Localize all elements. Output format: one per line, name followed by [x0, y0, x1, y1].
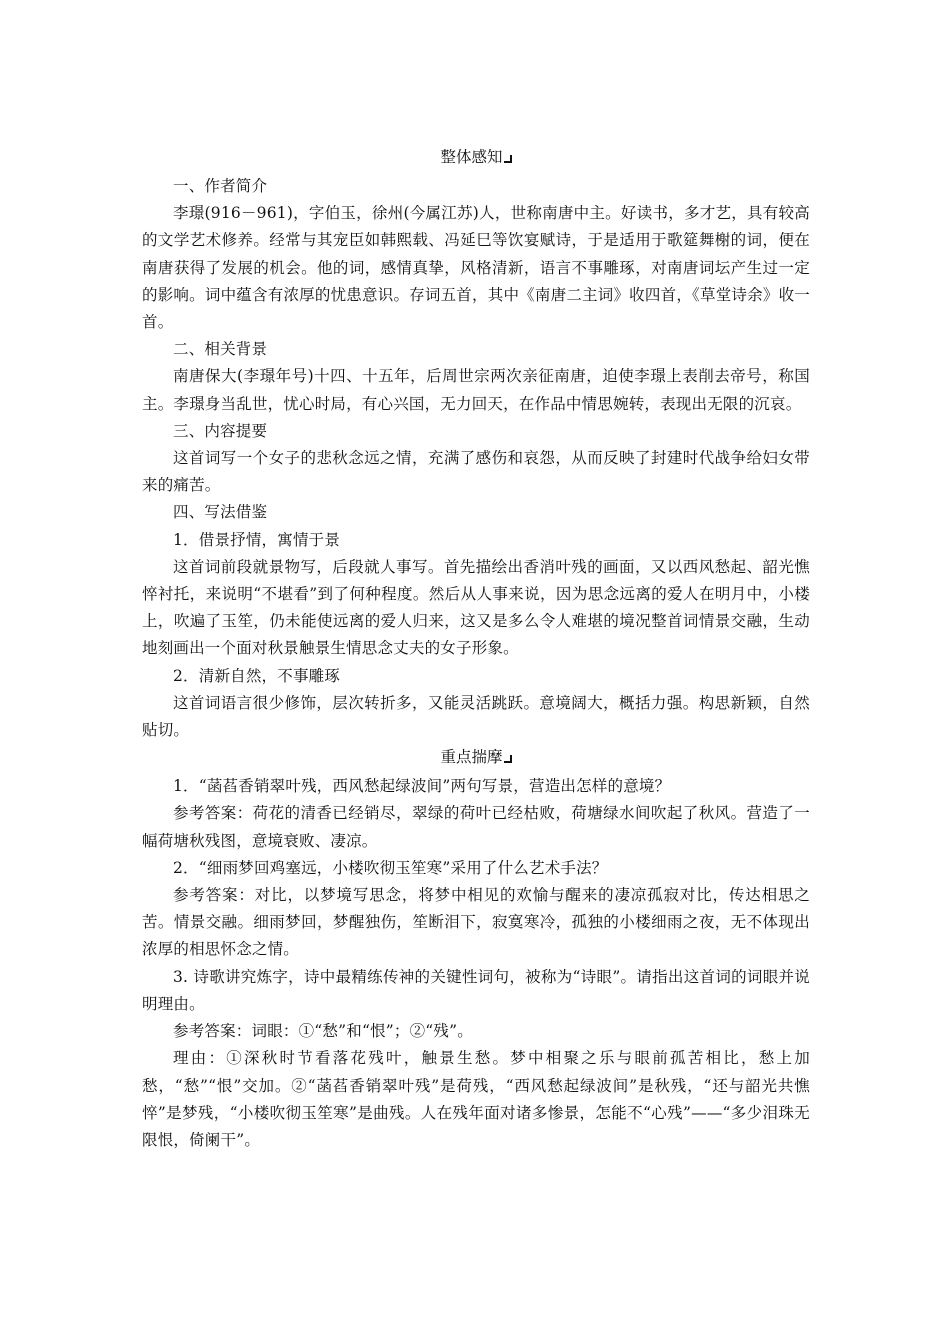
subheading-background: 二、相关背景 [173, 340, 268, 359]
paragraph-technique-1: 这首词前段就景物写，后段就人事写。首先描绘出香消叶残的画面，又以西风愁起、韶光憔悴衬托，来说明“不堪看”到了何种程度。然后从人事来说，因为思念远离的爱人在明月中，小楼上，吹遍了玉笙，仍未能使远离的爱人归来，这又是多么令人难堪的境况整首词情景交融，生动地刻画出一个面对秋景触景生情思念丈夫的女子形象。 [142, 557, 810, 658]
paragraph-summary: 这首词写一个女子的悲秋念远之情，充满了感伤和哀怨，从而反映了封建时代战争给妇女带来的痛苦。 [142, 449, 810, 495]
section-heading-overview [142, 146, 810, 168]
question-3: 3. 诗歌讲究炼字，诗中最精练传神的关键性词句，被称为“诗眼”。请指出这首词的词眼并说明理由。 [142, 967, 810, 1013]
subheading-author: 一、作者简介 [173, 177, 268, 195]
answer-3: 参考答案：词眼：①“愁”和“恨”；②“残”。 [173, 1022, 473, 1041]
focus-title: 重点揣摩 [440, 748, 503, 767]
return-mark-icon [504, 755, 512, 763]
document-page [142, 146, 810, 1154]
section-heading-focus [142, 746, 810, 768]
question-2: 2．“细雨梦回鸡塞远，小楼吹彻玉笙寒”采用了什么艺术手法？ [173, 858, 608, 877]
reason-3: 理由：①深秋时节看落花残叶，触景生愁。梦中相聚之乐与眼前孤苦相比，愁上加愁，“愁”“恨”交加。②“菡萏香销翠叶残”是荷残，“西风愁起绿波间”是秋残，“还与韶光共憔悴”是梦残，“小楼吹彻玉笙寒”是曲残。人在残年面对诸多惨景，怎能不“心残”——“多少泪珠无限恨，倚阑干”。 [142, 1049, 810, 1149]
overview-title: 整体感知 [440, 148, 503, 166]
paragraph-technique-2: 这首词语言很少修饰，层次转折多，又能灵活跳跃。意境阔大，概括力强。构思新颖，自然贴切。 [142, 693, 810, 740]
subheading-technique-1: 1．借景抒情，寓情于景 [173, 530, 341, 549]
subheading-summary: 三、内容提要 [173, 421, 268, 440]
return-mark-icon [504, 155, 512, 163]
answer-1: 参考答案：荷花的清香已经销尽，翠绿的荷叶已经枯败，荷塘绿水间吹起了秋风。营造了一幅荷塘秋残图，意境衰败、凄凉。 [142, 804, 810, 850]
paragraph-author: 李璟(916－961)，字伯玉，徐州(今属江苏)人，世称南唐中主。好读书，多才艺，具有较高的文学艺术修养。经常与其宠臣如韩熙载、冯延巳等饮宴赋诗，于是适用于歌筵舞榭的词，便在南唐获得了发展的机会。他的词，感情真挚，风格清新，语言不事雕琢，对南唐词坛产生过一定的影响。词中蕴含有浓厚的忧患意识。存词五首，其中《南唐二主词》收四首，《草堂诗余》收一首。 [142, 204, 810, 332]
answer-2: 参考答案：对比，以梦境写思念，将梦中相见的欢愉与醒来的凄凉孤寂对比，传达相思之苦。情景交融。细雨梦回，梦醒独伤，笙断泪下，寂寞寒冷，孤独的小楼细雨之夜，无不体现出浓厚的相思怀念之情。 [142, 886, 810, 959]
subheading-techniques: 四、写法借鉴 [173, 503, 268, 522]
question-1: 1．“菡萏香销翠叶残，西风愁起绿波间”两句写景，营造出怎样的意境？ [173, 777, 671, 796]
subheading-technique-2: 2．清新自然，不事雕琢 [173, 666, 341, 685]
paragraph-background: 南唐保大(李璟年号)十四、十五年，后周世宗两次亲征南唐，迫使李璟上表削去帝号，称国主。李璟身当乱世，忧心时局，有心兴国，无力回天，在作品中情思婉转，表现出无限的沉哀。 [142, 367, 810, 413]
